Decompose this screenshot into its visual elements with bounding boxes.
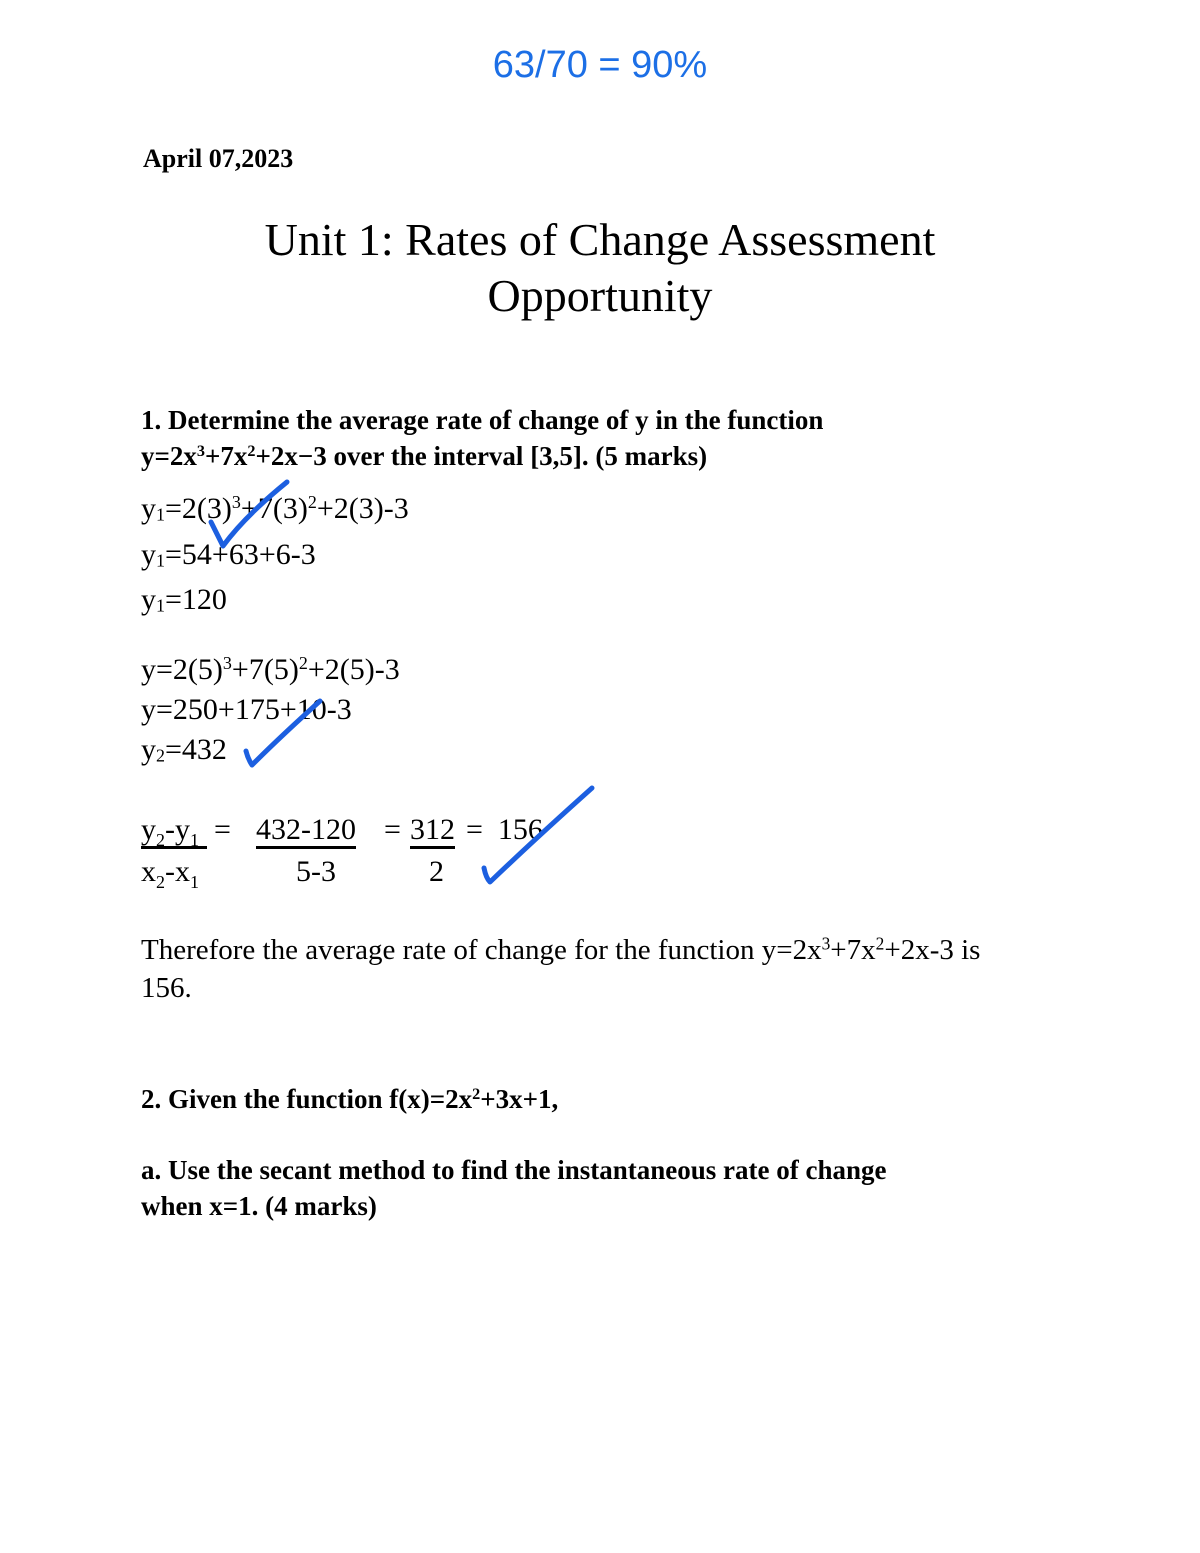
expr: +7x <box>830 934 876 966</box>
y1-line-3 <box>141 580 409 626</box>
y-var: y <box>141 492 156 525</box>
equals-sign: = <box>214 813 231 846</box>
expr: =120 <box>165 583 227 617</box>
frac-numerator-3-wrap <box>410 813 455 847</box>
q2a-line-1: a. Use the secant method to find the instantaneous rate of change <box>141 1155 887 1185</box>
subscript: 2 <box>156 830 165 850</box>
frac-numerator-1 <box>141 813 207 849</box>
title-line-2: Opportunity <box>487 270 713 321</box>
question-1-prompt <box>141 402 823 474</box>
expr: =432 <box>165 733 227 766</box>
checkmark-stroke <box>211 482 287 546</box>
frac-numerator-3: 312 <box>410 813 455 849</box>
subscript: 1 <box>156 550 165 571</box>
page-title <box>0 212 1200 324</box>
q1-exponent: 3 <box>196 442 205 461</box>
grade-score: 63/70 = 90% <box>492 44 708 86</box>
exponent: 3 <box>231 492 241 513</box>
y-var: y <box>141 583 156 617</box>
frac-denominator-3: 2 <box>429 855 444 888</box>
exponent: 2 <box>472 1085 481 1104</box>
subscript: 1 <box>190 830 199 850</box>
q1-conclusion <box>141 931 1071 1007</box>
conclusion-line-2: 156. <box>141 972 192 1004</box>
expr: +2(5)-3 <box>307 653 400 686</box>
frac-denominator-1 <box>141 855 199 899</box>
expr: =54+63+6-3 <box>165 537 316 571</box>
q1-exponent: 2 <box>247 442 256 461</box>
q2a-line-2: when x=1. (4 marks) <box>141 1191 377 1221</box>
conclusion-line-1 <box>141 931 1071 969</box>
subscript: 1 <box>190 872 199 892</box>
expr: +7(3) <box>240 492 308 525</box>
checkmark-stroke <box>246 701 320 765</box>
exponent: 3 <box>821 933 831 954</box>
expr: y=2(5) <box>141 653 223 686</box>
subscript: 2 <box>156 872 165 892</box>
expr: +7(5) <box>231 653 299 686</box>
frac-eq-2-wrap <box>384 813 401 847</box>
x-var: x <box>141 855 156 888</box>
exponent: 3 <box>222 653 232 674</box>
result-value: 156 <box>497 813 543 846</box>
checkmark-stroke <box>484 788 592 882</box>
expr: -y <box>165 813 190 846</box>
exponent: 2 <box>307 492 317 513</box>
expr: Therefore the average rate of change for the function y=2x <box>141 934 822 966</box>
exponent: 2 <box>875 933 885 954</box>
fraction-numerator-row <box>141 813 231 857</box>
q1-expr-part: +2x−3 over the interval [3,5]. (5 marks) <box>255 441 708 471</box>
checkmark-icon <box>476 782 601 892</box>
checkmark-icon <box>236 693 326 773</box>
y2-line-1 <box>141 650 400 690</box>
subscript: 2 <box>156 745 165 766</box>
q1-expr-part: y=2x <box>141 441 197 471</box>
question-2a-prompt <box>141 1152 886 1224</box>
question-1-line-1: 1. Determine the average rate of change of y in the function <box>141 405 824 435</box>
frac-denominator-2: 5-3 <box>296 855 336 888</box>
q1-expr-part: +7x <box>204 441 248 471</box>
subscript: 1 <box>156 504 165 525</box>
frac-numerator-2: 432-120 <box>256 813 356 849</box>
expr: +2x-3 is <box>884 934 981 966</box>
subscript: 1 <box>156 596 165 617</box>
checkmark-icon <box>205 478 295 558</box>
q2-expr: +3x+1, <box>480 1084 559 1114</box>
expr: +2(3)-3 <box>316 492 409 525</box>
frac-numerator-2-wrap <box>256 813 356 847</box>
q2-expr: 2. Given the function f(x)=2x <box>141 1084 473 1114</box>
y2-line-2: y=250+175+10-3 <box>141 693 352 726</box>
question-1-line-2 <box>141 438 823 474</box>
expr: =2(3) <box>165 492 232 525</box>
question-2-prompt <box>141 1081 558 1117</box>
y-var: y <box>141 813 156 846</box>
equals-sign: = <box>384 813 401 846</box>
assessment-date: April 07,2023 <box>143 144 294 173</box>
y-var: y <box>141 733 156 766</box>
exponent: 2 <box>298 653 308 674</box>
equals-sign: = <box>466 813 483 846</box>
y-var: y <box>141 537 156 571</box>
expr: -x <box>165 855 190 888</box>
title-line-1: Unit 1: Rates of Change Assessment <box>264 214 936 265</box>
